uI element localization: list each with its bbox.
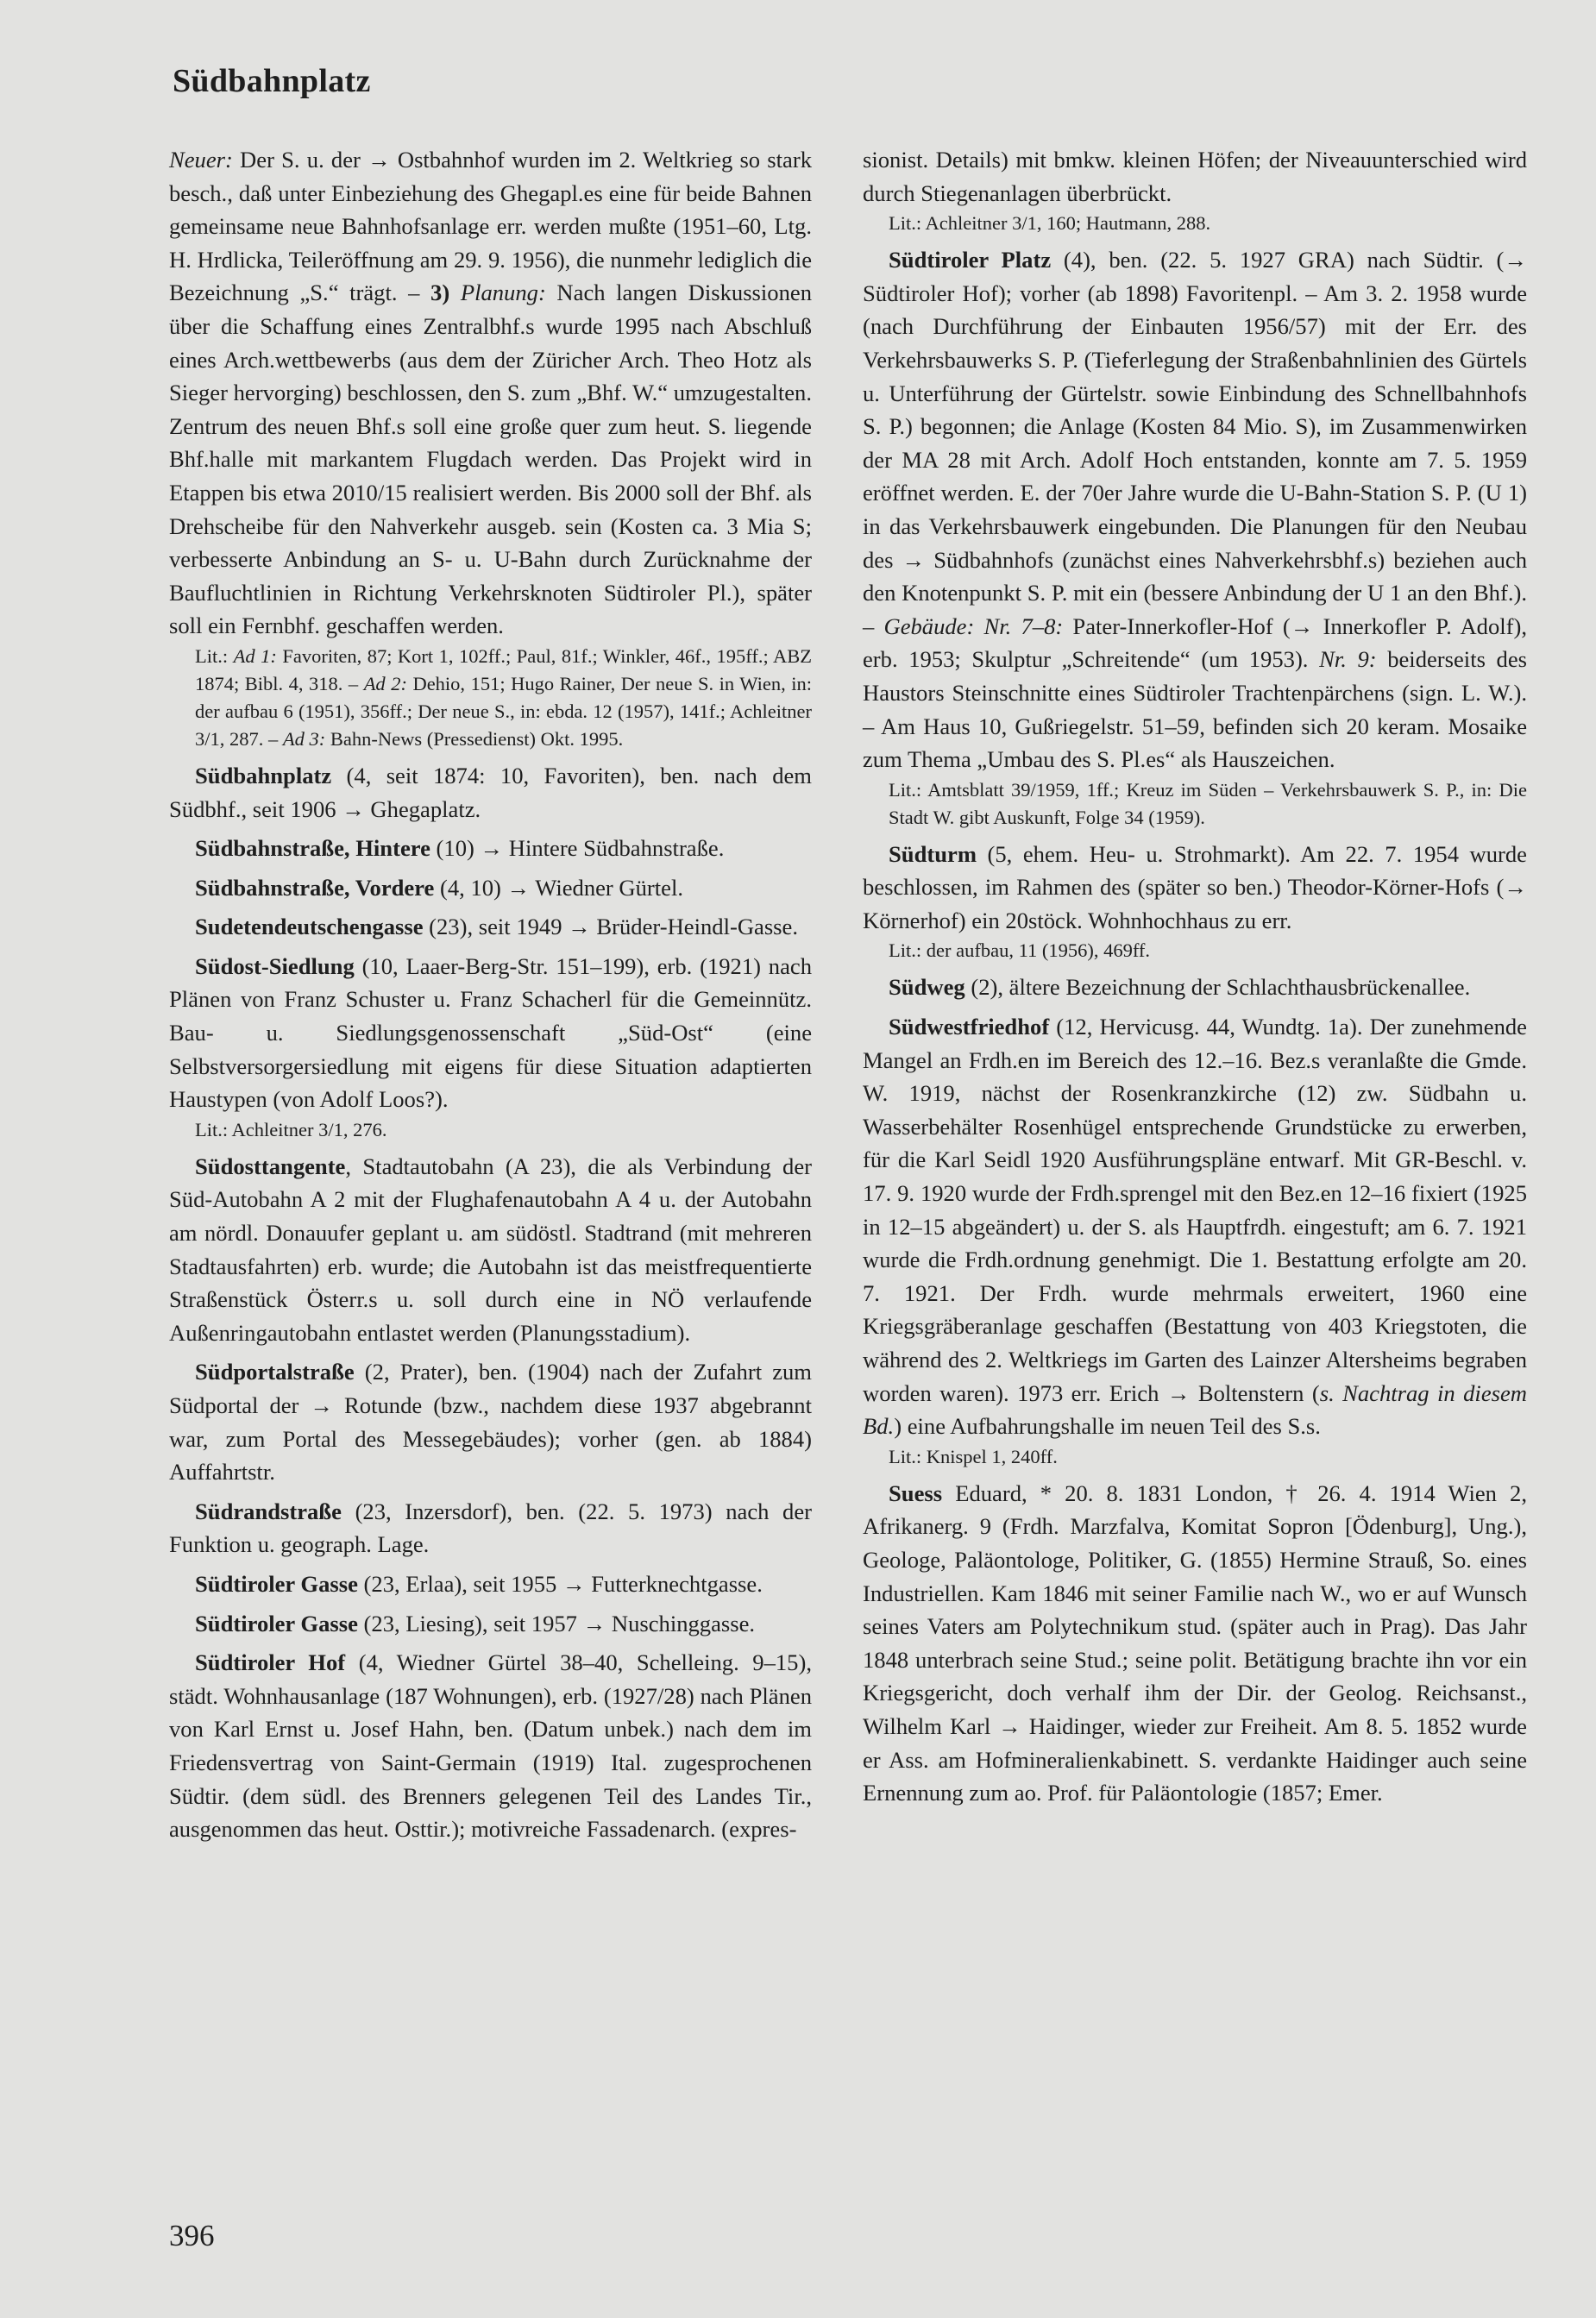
lexicon-entry (169, 1646, 812, 1846)
entry-text: (4, Wiedner Gürtel 38–40, Schelleing. 9–15), städt. Wohnhausanlage (187 Wohnungen), erb. (1927/28) nach Plänen von Karl Ernst u. Josef Hahn, ben. (Datum unbek.) nach dem im Friedensvertrag von Saint-Germain (1919) Ital. zugesprochenen Südtir. (dem südl. des Brenners gelegenen Teil des Landes Tir., ausgenommen das heut. Osttir.); motivreiche Fassadenarch. (expres- (169, 1649, 812, 1843)
entry-keyword: Südbahnstraße, Vordere (195, 874, 435, 901)
entry-body (863, 243, 1527, 776)
italic-text: Ad 1: (233, 644, 277, 667)
entry-body (169, 1567, 812, 1601)
entry-body (169, 1495, 812, 1561)
lexicon-entry (863, 1010, 1527, 1471)
lexicon-entry (863, 971, 1527, 1004)
entry-text: Favoriten, 87; Kort 1, 102ff.; Paul, 81f.; Winkler, 46f., 195ff.; ABZ 1874; Bibl. 4, 318. – (195, 644, 812, 694)
italic-text: Nr. 9: (1319, 646, 1377, 673)
entry-text: Lit.: Achleitner 3/1, 276. (195, 1118, 387, 1140)
entry-text: , Stadtautobahn (A 23), die als Verbindung der Süd-Autobahn A 2 mit der Flughafenautobahn A 4 u. der Autobahn am nördl. Donauufer geplant u. am südöstl. Stadtrand (mit mehreren Stadtausfahrten) erb. wurde; die Autobahn ist das meistfrequentierte Straßenstück Österr.s u. soll durch eine in NÖ verlaufende Außenringautobahn entlastet werden (Planungsstadium). (169, 1153, 812, 1346)
entry-text: (23, Liesing), seit 1957 → Nuschinggasse. (357, 1610, 756, 1636)
entry-body (169, 871, 812, 905)
entry-keyword: Südturm (889, 840, 977, 867)
entry-text: (23, Erlaa), seit 1955 → Futterknechtgasse. (357, 1570, 763, 1597)
entry-body (169, 910, 812, 944)
literature-note (169, 643, 812, 753)
entry-keyword: Südtiroler Platz (889, 247, 1052, 273)
entry-keyword: Südosttangente (195, 1153, 346, 1179)
entry-keyword: Sudetendeutschengasse (195, 914, 424, 940)
entry-keyword: Südost-Siedlung (195, 952, 355, 979)
entry-text: Lit.: Amtsblatt 39/1959, 1ff.; Kreuz im Süden – Verkehrsbauwerk S. P., in: Die Stadt W. gibt Auskunft, Folge 34 (1959). (889, 778, 1527, 828)
lexicon-entry (863, 243, 1527, 832)
lexicon-entry (863, 838, 1527, 965)
entry-text (449, 280, 461, 305)
entry-text: (2, Prater), ben. (1904) nach der Zufahrt zum Südportal der → Rotunde (bzw., nachdem diese 1937 abgebrannt war, zum Portal des Messegebäudes); vorher (gen. ab 1884) Auffahrtstr. (169, 1359, 812, 1486)
entry-text: ) eine Aufbahrungshalle im neuen Teil des S.s. (894, 1413, 1321, 1440)
entry-text: beiderseits des Haustors Steinschnitte eines Südtiroler Trachtenpärchens (sign. L. W.). – Am Haus 10, Gußriegelstr. 51–59, befinden sich 20 keram. Mosaike zum Thema „Umbau des S. Pl.es“ als Hauszeichen. (863, 646, 1527, 773)
lexicon-entry (169, 871, 812, 905)
entry-text: (23, Inzersdorf), ben. (22. 5. 1973) nach der Funktion u. geograph. Lage. (169, 1498, 812, 1558)
entry-keyword: Südbahnstraße, Hintere (195, 835, 430, 862)
entry-body (169, 950, 812, 1116)
entry-text: (23), seit 1949 → Brüder-Heindl-Gasse. (423, 914, 798, 940)
literature-note (169, 1116, 812, 1144)
italic-text: Ad 2: (363, 672, 407, 694)
entry-keyword: Suess (889, 1479, 943, 1506)
continued-text (863, 143, 1527, 210)
lexicon-entry (863, 1477, 1527, 1810)
entry-text: Bahn-News (Pressedienst) Okt. 1995. (325, 727, 624, 750)
lexicon-entry (169, 1150, 812, 1350)
lexicon-entry (169, 1495, 812, 1561)
italic-text: Planung: (460, 280, 546, 306)
entry-text: (5, ehem. Heu- u. Strohmarkt). Am 22. 7. 1954 wurde beschlossen, im Rahmen des (später so ben.) Theodor-Körner-Hofs (→ Körnerhof) ein 20stöck. Wohnhochhaus zu err. (863, 840, 1527, 933)
continued-entry (863, 143, 1527, 237)
entry-body (169, 1150, 812, 1350)
continued-text (169, 143, 812, 643)
italic-text: Neuer: (169, 147, 233, 173)
page-title: Südbahnplatz (173, 63, 371, 99)
entry-body (169, 832, 812, 865)
entry-text: (4, 10) → Wiedner Gürtel. (434, 874, 684, 901)
lexicon-entry (169, 1607, 812, 1641)
literature-note (863, 937, 1527, 964)
entry-text: Pater-Innerkofler-Hof (→ Innerkofler P. Adolf), erb. 1953; Skulptur „Schreitende“ (um 1953). (863, 612, 1528, 673)
entry-text: (12, Hervicusg. 44, Wundtg. 1a). Der zunehmende Mangel an Frdh.en im Bereich des 12.–16. Bez.s veranlaßte die Gmde. W. 1919, nächst der Rosenkranzkirche (12) zw. Südbahn u. Wasserbehälter Rosenhügel entsprechende Grundstücke zu erwerben, für die Karl Seidl 1920 Ausführungspläne entwarf. Mit GR-Beschl. v. 17. 9. 1920 wurde der Frdh.sprengel mit den Bez.en 12–16 fixiert (1925 in 12–15 abgeändert) u. der S. als Hauptfrdh. eingestuft; am 6. 7. 1921 wurde die Frdh.ordnung genehmigt. Die 1. Bestattung erfolgte am 20. 7. 1921. Der Frdh. wurde mehrmals erweitert, 1960 eine Kriegsgräberanlage geschaffen (Bestattung von 403 Kriegstoten, die während des 2. Weltkriegs im Garten des Lainzer Altersheims begraben worden waren). 1973 err. Erich → Boltenstern ( (863, 1014, 1527, 1406)
entry-text: Lit.: (195, 644, 234, 667)
entry-body (863, 971, 1527, 1004)
entry-text: Dehio, 151; Hugo Rainer, Der neue S. in Wien, in: der aufbau 6 (1951), 356ff.; Der neue S., in: ebda. 12 (1957), 141f.; Achleitner 3/1, 287. – (195, 672, 812, 750)
left-entries (169, 759, 812, 1846)
literature-note (863, 776, 1527, 832)
entry-body (169, 1607, 812, 1641)
entry-text: Lit.: Achleitner 3/1, 160; Hautmann, 288. (889, 212, 1211, 235)
entry-text: Nach langen Diskussionen über die Schaffung eines Zentralbhf.s wurde 1995 nach Abschluß eines Arch.wettbewerbs (aus dem der Züricher Arch. Theo Hotz als Sieger hervorging) beschlossen, den S. zum „Bhf. W.“ umzugestalten. Zentrum des neuen Bhf.s soll eine große quer zum heut. S. liegende Bhf.halle mit markantem Flugdach werden. Das Projekt wird in Etappen bis etwa 2010/15 realisiert werden. Bis 2000 soll der Bhf. als Drehscheibe für den Nahverkehr ausgeb. sein (Kosten ca. 3 Mia S; verbesserte Anbindung an S- u. U-Bahn durch Zurücknahme der Baufluchtlinien in Richtung Verkehrsknoten Südtiroler Pl.), später soll ein Fernbhf. geschaffen werden. (169, 280, 812, 639)
entry-text: (4, seit 1874: 10, Favoriten), ben. nach dem Südbhf., seit 1906 → Ghegaplatz. (169, 762, 812, 822)
entry-body (863, 1477, 1527, 1810)
literature-note (863, 210, 1527, 237)
entry-text: (2), ältere Bezeichnung der Schlachthausbrückenallee. (965, 974, 1471, 1001)
page-number: 396 (169, 2219, 215, 2252)
entry-keyword: Südtiroler Hof (195, 1649, 346, 1676)
lexicon-entry (169, 1355, 812, 1488)
lexicon-entry (169, 759, 812, 826)
entry-keyword: 3) (430, 280, 450, 306)
lexicon-entry (169, 950, 812, 1144)
entry-keyword: Südbahnplatz (195, 762, 332, 788)
italic-text: Gebäude: Nr. 7–8: (883, 612, 1064, 639)
entry-body (169, 759, 812, 826)
continued-entry (169, 143, 812, 753)
entry-text: Lit.: Knispel 1, 240ff. (889, 1445, 1058, 1467)
entry-keyword: Südportalstraße (195, 1359, 355, 1385)
entry-keyword: Südweg (889, 974, 965, 1001)
entry-body (169, 1355, 812, 1488)
entry-keyword: Südtiroler Gasse (195, 1610, 358, 1636)
entry-text: (10, Laaer-Berg-Str. 151–199), erb. (1921) nach Plänen von Franz Schuster u. Franz Schacherl für die Gemeinnütz. Bau- u. Siedlungsgenossenschaft „Süd-Ost“ (eine Selbstversorgersiedlung mit eigens für diese Situation adaptierten Haustypen (von Adolf Loos?). (169, 952, 812, 1113)
entry-text: (10) → Hintere Südbahnstraße. (430, 835, 725, 862)
entry-text: sionist. Details) mit bmkw. kleinen Höfen; der Niveauunterschied wird durch Stiegenanlagen überbrückt. (863, 147, 1527, 206)
right-entries (863, 243, 1527, 1810)
entry-body (863, 838, 1527, 938)
entry-text: Eduard, * 20. 8. 1831 London, † 26. 4. 1914 Wien 2, Afrikanerg. 9 (Frdh. Marzfalva, Komitat Sopron [Ödenburg], Ung.), Geologe, Paläontologe, Politiker, G. (1855) Hermine Strauß, So. eines Industriellen. Kam 1846 mit seiner Familie nach W., wo er auf Wunsch seines Vaters am Polytechnikum stud. (später auch in Prag). Das Jahr 1848 unterbrach seine Stud.; seine polit. Betätigung brachte ihn vor ein Kriegsgericht, doch verhalf ihm der Dir. der Geolog. Reichsanst., Wilhelm Karl → Haidinger, wieder zur Freiheit. Am 8. 5. 1852 wurde er Ass. am Hofmineralienkabinett. S. verdankte Haidinger auch seine Ernennung zum ao. Prof. für Paläontologie (1857; Emer. (863, 1479, 1527, 1806)
right-column (863, 143, 1527, 1816)
entry-body (169, 1646, 812, 1846)
lexicon-entry (169, 832, 812, 865)
entry-text: (4), ben. (22. 5. 1927 GRA) nach Südtir. (→ Südtiroler Hof); vorher (ab 1898) Favoritenpl. – Am 3. 2. 1958 wurde (nach Durchführung der Einbauten 1956/57) mit der Err. des Verkehrsbauwerks S. P. (Tieferlegung der Straßenbahnlinien des Gürtels u. Unterführung der Gürtelstr. sowie Einbindung des Schnellbahnhofs S. P.) begonnen; die Anlage (Kosten 84 Mio. S), im Zusammenwirken der MA 28 mit Arch. Adolf Hoch entstanden, konnte am 7. 5. 1959 eröffnet werden. E. der 70er Jahre wurde die U-Bahn-Station S. P. (U 1) in das Verkehrsbauwerk eingebunden. Die Planungen für den Neubau des → Südbahnhofs (zunächst eines Nahverkehrsbhf.s) beziehen auch den Knotenpunkt S. P. mit ein (bessere Anbindung der U 1 an den Bhf.). – (863, 247, 1528, 639)
lexicon-entry (169, 910, 812, 944)
entry-body (863, 1010, 1527, 1443)
left-column (169, 143, 812, 1852)
entry-text: Der S. u. der → Ostbahnhof wurden im 2. Weltkrieg so stark besch., daß unter Einbeziehung des Ghegapl.es eine für beide Bahnen gemeinsame neue Bahnhofsanlage err. werden mußte (1951–60, Ltg. H. Hrdlicka, Teileröffnung am 29. 9. 1956), die nunmehr lediglich die Bezeichnung „S.“ trägt. – (169, 147, 812, 306)
entry-keyword: Südwestfriedhof (889, 1014, 1050, 1040)
italic-text: s. Nachtrag in diesem Bd. (863, 1379, 1527, 1440)
italic-text: Ad 3: (282, 727, 326, 750)
literature-note (863, 1443, 1527, 1471)
entry-keyword: Südrandstraße (195, 1498, 342, 1524)
entry-keyword: Südtiroler Gasse (195, 1570, 358, 1597)
entry-text: Lit.: der aufbau, 11 (1956), 469ff. (889, 939, 1151, 962)
lexicon-entry (169, 1567, 812, 1601)
